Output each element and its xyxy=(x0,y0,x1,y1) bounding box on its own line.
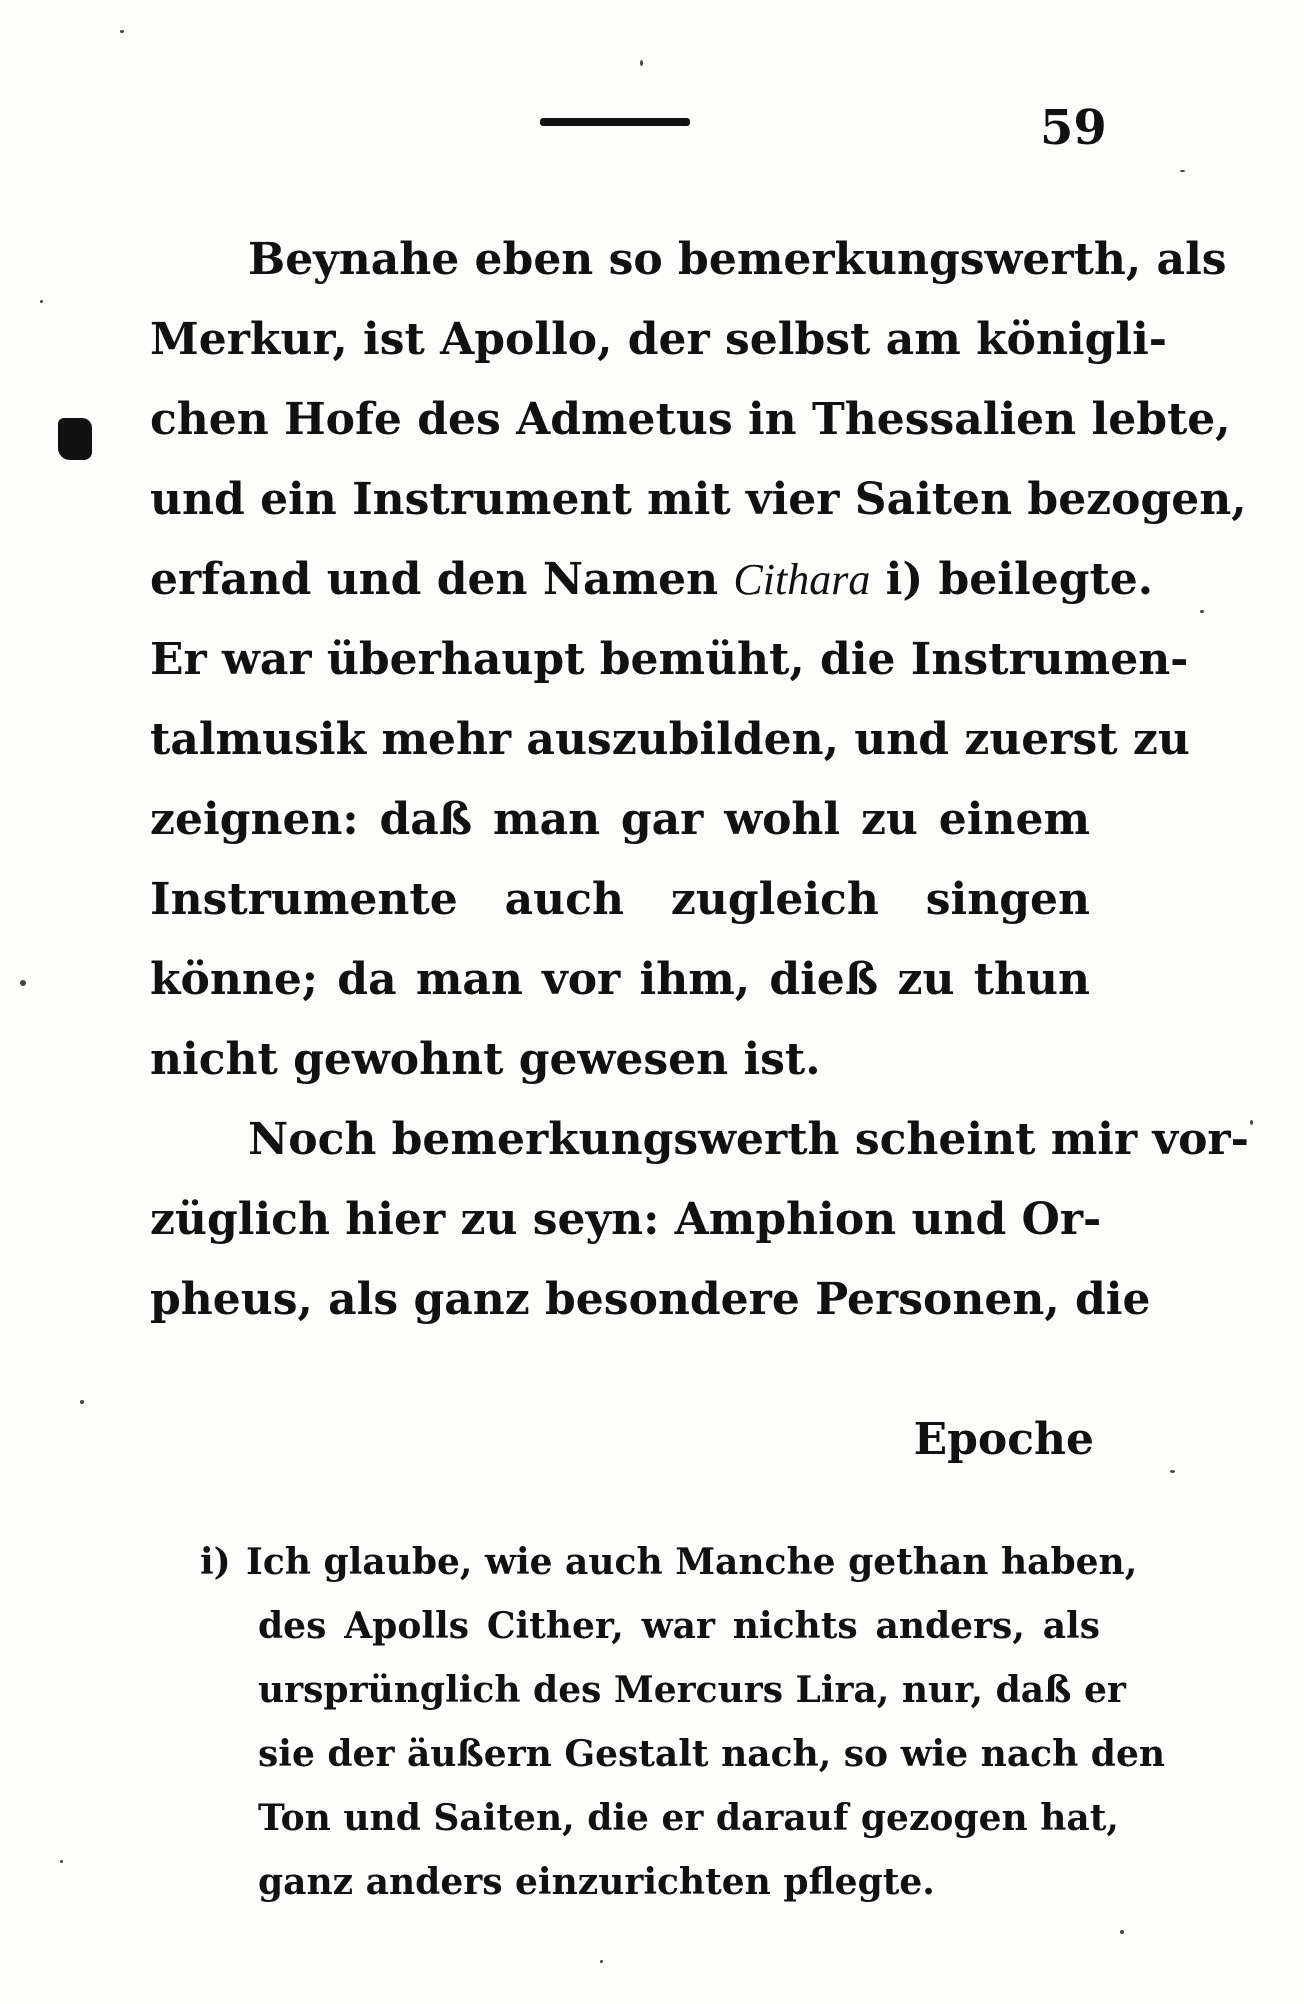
text-line: und ein Instrument mit vier Saiten bezogen, xyxy=(150,474,1247,525)
footnote-line: ganz anders einzurichten pflegte. xyxy=(258,1861,935,1903)
text-line: talmusik mehr auszubilden, und zuerst zu xyxy=(150,714,1190,765)
text-line: chen Hofe des Admetus in Thessalien lebte, xyxy=(150,394,1231,445)
footnote-line: ursprünglich des Mercurs Lira, nur, daß er xyxy=(258,1669,1126,1711)
text-line: zeignen: daß man gar wohl zu einem xyxy=(150,794,1090,845)
text-line-with-latin xyxy=(150,540,1154,620)
text-fragment: erfand und den Namen xyxy=(150,554,719,605)
catchword: Epoche xyxy=(913,1414,1094,1465)
main-text xyxy=(150,220,1249,1340)
text-line: Noch bemerkungswerth scheint mir vor- xyxy=(248,1114,1249,1165)
text-line: könne; da man vor ihm, dieß zu thun xyxy=(150,954,1090,1005)
header-rule xyxy=(540,118,690,126)
text-line: züglich hier zu seyn: Amphion und Or- xyxy=(150,1194,1102,1245)
text-line: Beynahe eben so bemerkungswerth, als xyxy=(248,234,1227,285)
footnote-line: Ton und Saiten, die er darauf gezogen hat, xyxy=(258,1797,1119,1839)
page-number: 59 xyxy=(1040,100,1107,156)
footnote xyxy=(200,1530,1166,1914)
margin-ink-mark xyxy=(58,418,92,460)
footnote-line xyxy=(200,1530,1138,1594)
text-fragment: i) beilegte. xyxy=(885,554,1154,605)
text-line: Merkur, ist Apollo, der selbst am königli- xyxy=(150,314,1168,365)
text-line: Instrumente auch zugleich singen xyxy=(150,874,1090,925)
text-line: pheus, als ganz besondere Personen, die xyxy=(150,1274,1151,1325)
footnote-line: des Apolls Cither, war nichts anders, als xyxy=(258,1605,1100,1647)
text-line: nicht gewohnt gewesen ist. xyxy=(150,1034,821,1085)
footnote-text: Ich glaube, wie auch Manche gethan haben, xyxy=(246,1541,1138,1583)
text-line: Er war überhaupt bemüht, die Instrumen- xyxy=(150,634,1189,685)
footnote-marker: i) xyxy=(200,1541,231,1583)
latin-term: Cithara xyxy=(733,555,871,604)
footnote-line: sie der äußern Gestalt nach, so wie nach den xyxy=(258,1733,1166,1775)
